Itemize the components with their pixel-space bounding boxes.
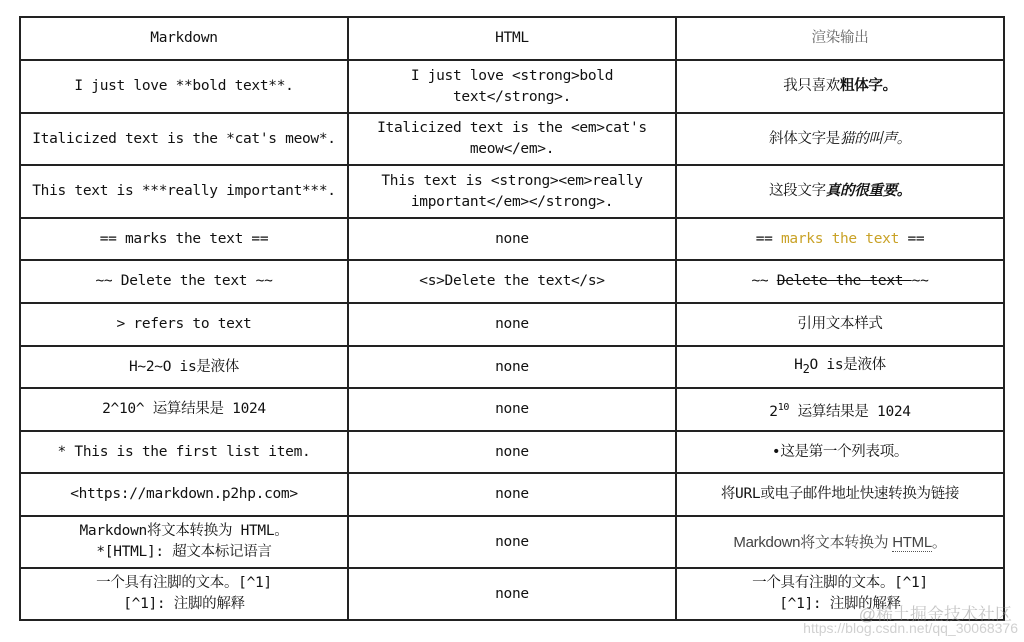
output-abbreviation[interactable]: HTML: [892, 533, 932, 551]
output-superscript: 10: [777, 401, 790, 413]
markdown-cell: [20, 568, 348, 620]
output-text: 我只喜欢: [783, 78, 840, 94]
table-row-autolink: [20, 473, 1004, 516]
header-markdown: Markdown: [20, 17, 348, 60]
markdown-line: Markdown将文本转换为 HTML。: [79, 523, 289, 539]
output-line: 一个具有注脚的文本。[^1]: [752, 575, 928, 591]
html-line: important</em></strong>.: [410, 193, 614, 210]
output-cell: [676, 388, 1004, 431]
output-text: 斜体文字是: [769, 130, 840, 147]
html-cell: none: [348, 346, 676, 388]
html-line: meow</em>.: [469, 141, 555, 157]
output-text: H: [794, 356, 803, 373]
markdown-line: *[HTML]: 超文本标记语言: [96, 544, 272, 560]
output-cell: [676, 165, 1004, 218]
output-italic-text: 猫的叫声。: [840, 130, 911, 147]
html-line: Italicized text is the <em>cat's: [377, 120, 647, 136]
html-cell: none: [348, 431, 676, 473]
output-text: ==: [899, 230, 925, 247]
html-cell: none: [348, 473, 676, 516]
table-row-quote: [20, 303, 1004, 346]
markdown-cell: * This is the first list item.: [20, 431, 348, 473]
html-line: text</strong>.: [452, 88, 572, 105]
table-row-list: [20, 431, 1004, 473]
output-cell: [676, 113, 1004, 165]
markdown-cell: This text is ***really important***.: [20, 165, 348, 218]
output-subscript: 2: [802, 361, 810, 376]
html-line: This text is <strong><em>really: [381, 172, 643, 189]
table-row-mark: [20, 218, 1004, 260]
output-text: 这段文字: [768, 183, 826, 199]
table-row-bold: [20, 60, 1004, 113]
markdown-cell: ~~ Delete the text ~~: [20, 260, 348, 303]
bullet-icon: •: [771, 443, 781, 460]
html-cell: [348, 113, 676, 165]
output-cell: [676, 218, 1004, 260]
markdown-cell: Italicized text is the *cat's meow*.: [20, 113, 348, 165]
output-cell: [676, 346, 1004, 388]
output-text: 运算结果是 1024: [789, 403, 911, 420]
markdown-cell: 2^10^ 运算结果是 1024: [20, 388, 348, 431]
html-line: I just love <strong>bold: [410, 67, 614, 84]
output-text: ~~: [751, 273, 777, 289]
output-bold-italic-text: 真的很重要。: [825, 183, 911, 199]
output-text: O is是液体: [809, 356, 886, 373]
table-row-superscript: [20, 388, 1004, 431]
markdown-line: [^1]: 注脚的解释: [123, 596, 245, 612]
markdown-cell: H~2~O is是液体: [20, 346, 348, 388]
output-text: ==: [755, 230, 781, 247]
markdown-line: 一个具有注脚的文本。[^1]: [96, 575, 272, 591]
header-html: HTML: [348, 17, 676, 60]
table-row-abbreviation: [20, 516, 1004, 568]
output-bold-text: 粗体字。: [840, 78, 897, 94]
table-row-italic: [20, 113, 1004, 165]
header-row: [20, 17, 1004, 60]
output-cell: [676, 516, 1004, 568]
output-text: 2: [769, 403, 778, 420]
output-deleted-text: Delete the text: [776, 273, 912, 289]
output-text: Markdown将文本转换为: [733, 533, 893, 551]
html-cell: [348, 60, 676, 113]
output-text: ~~: [911, 273, 929, 289]
output-marked-text: marks the text: [780, 230, 900, 247]
table-row-subscript: [20, 346, 1004, 388]
markdown-cell: == marks the text ==: [20, 218, 348, 260]
output-text: 这是第一个列表项。: [780, 443, 909, 460]
output-cell: 将URL或电子邮件地址快速转换为链接: [676, 473, 1004, 516]
html-cell: none: [348, 388, 676, 431]
markdown-syntax-table: [19, 16, 1005, 621]
output-text: 。: [931, 533, 947, 551]
html-cell: none: [348, 303, 676, 346]
html-cell: <s>Delete the text</s>: [348, 260, 676, 303]
html-cell: none: [348, 568, 676, 620]
table-row-strikethrough: [20, 260, 1004, 303]
watermark: @稀土掘金技术社区: [858, 605, 1012, 624]
html-cell: none: [348, 218, 676, 260]
markdown-cell: [20, 516, 348, 568]
output-cell: 引用文本样式: [676, 303, 1004, 346]
output-cell: [676, 260, 1004, 303]
header-rendered-output: 渲染输出: [676, 17, 1004, 60]
markdown-cell: <https://markdown.p2hp.com>: [20, 473, 348, 516]
output-cell: [676, 60, 1004, 113]
watermark-url: https://blog.csdn.net/qq_30068376: [803, 620, 1018, 636]
html-cell: none: [348, 516, 676, 568]
markdown-cell: > refers to text: [20, 303, 348, 346]
output-line: [^1]: 注脚的解释: [779, 596, 901, 612]
html-cell: [348, 165, 676, 218]
markdown-cell: I just love **bold text**.: [20, 60, 348, 113]
output-cell: [676, 431, 1004, 473]
table-row-footnote: [20, 568, 1004, 620]
table-row-bold-italic: [20, 165, 1004, 218]
